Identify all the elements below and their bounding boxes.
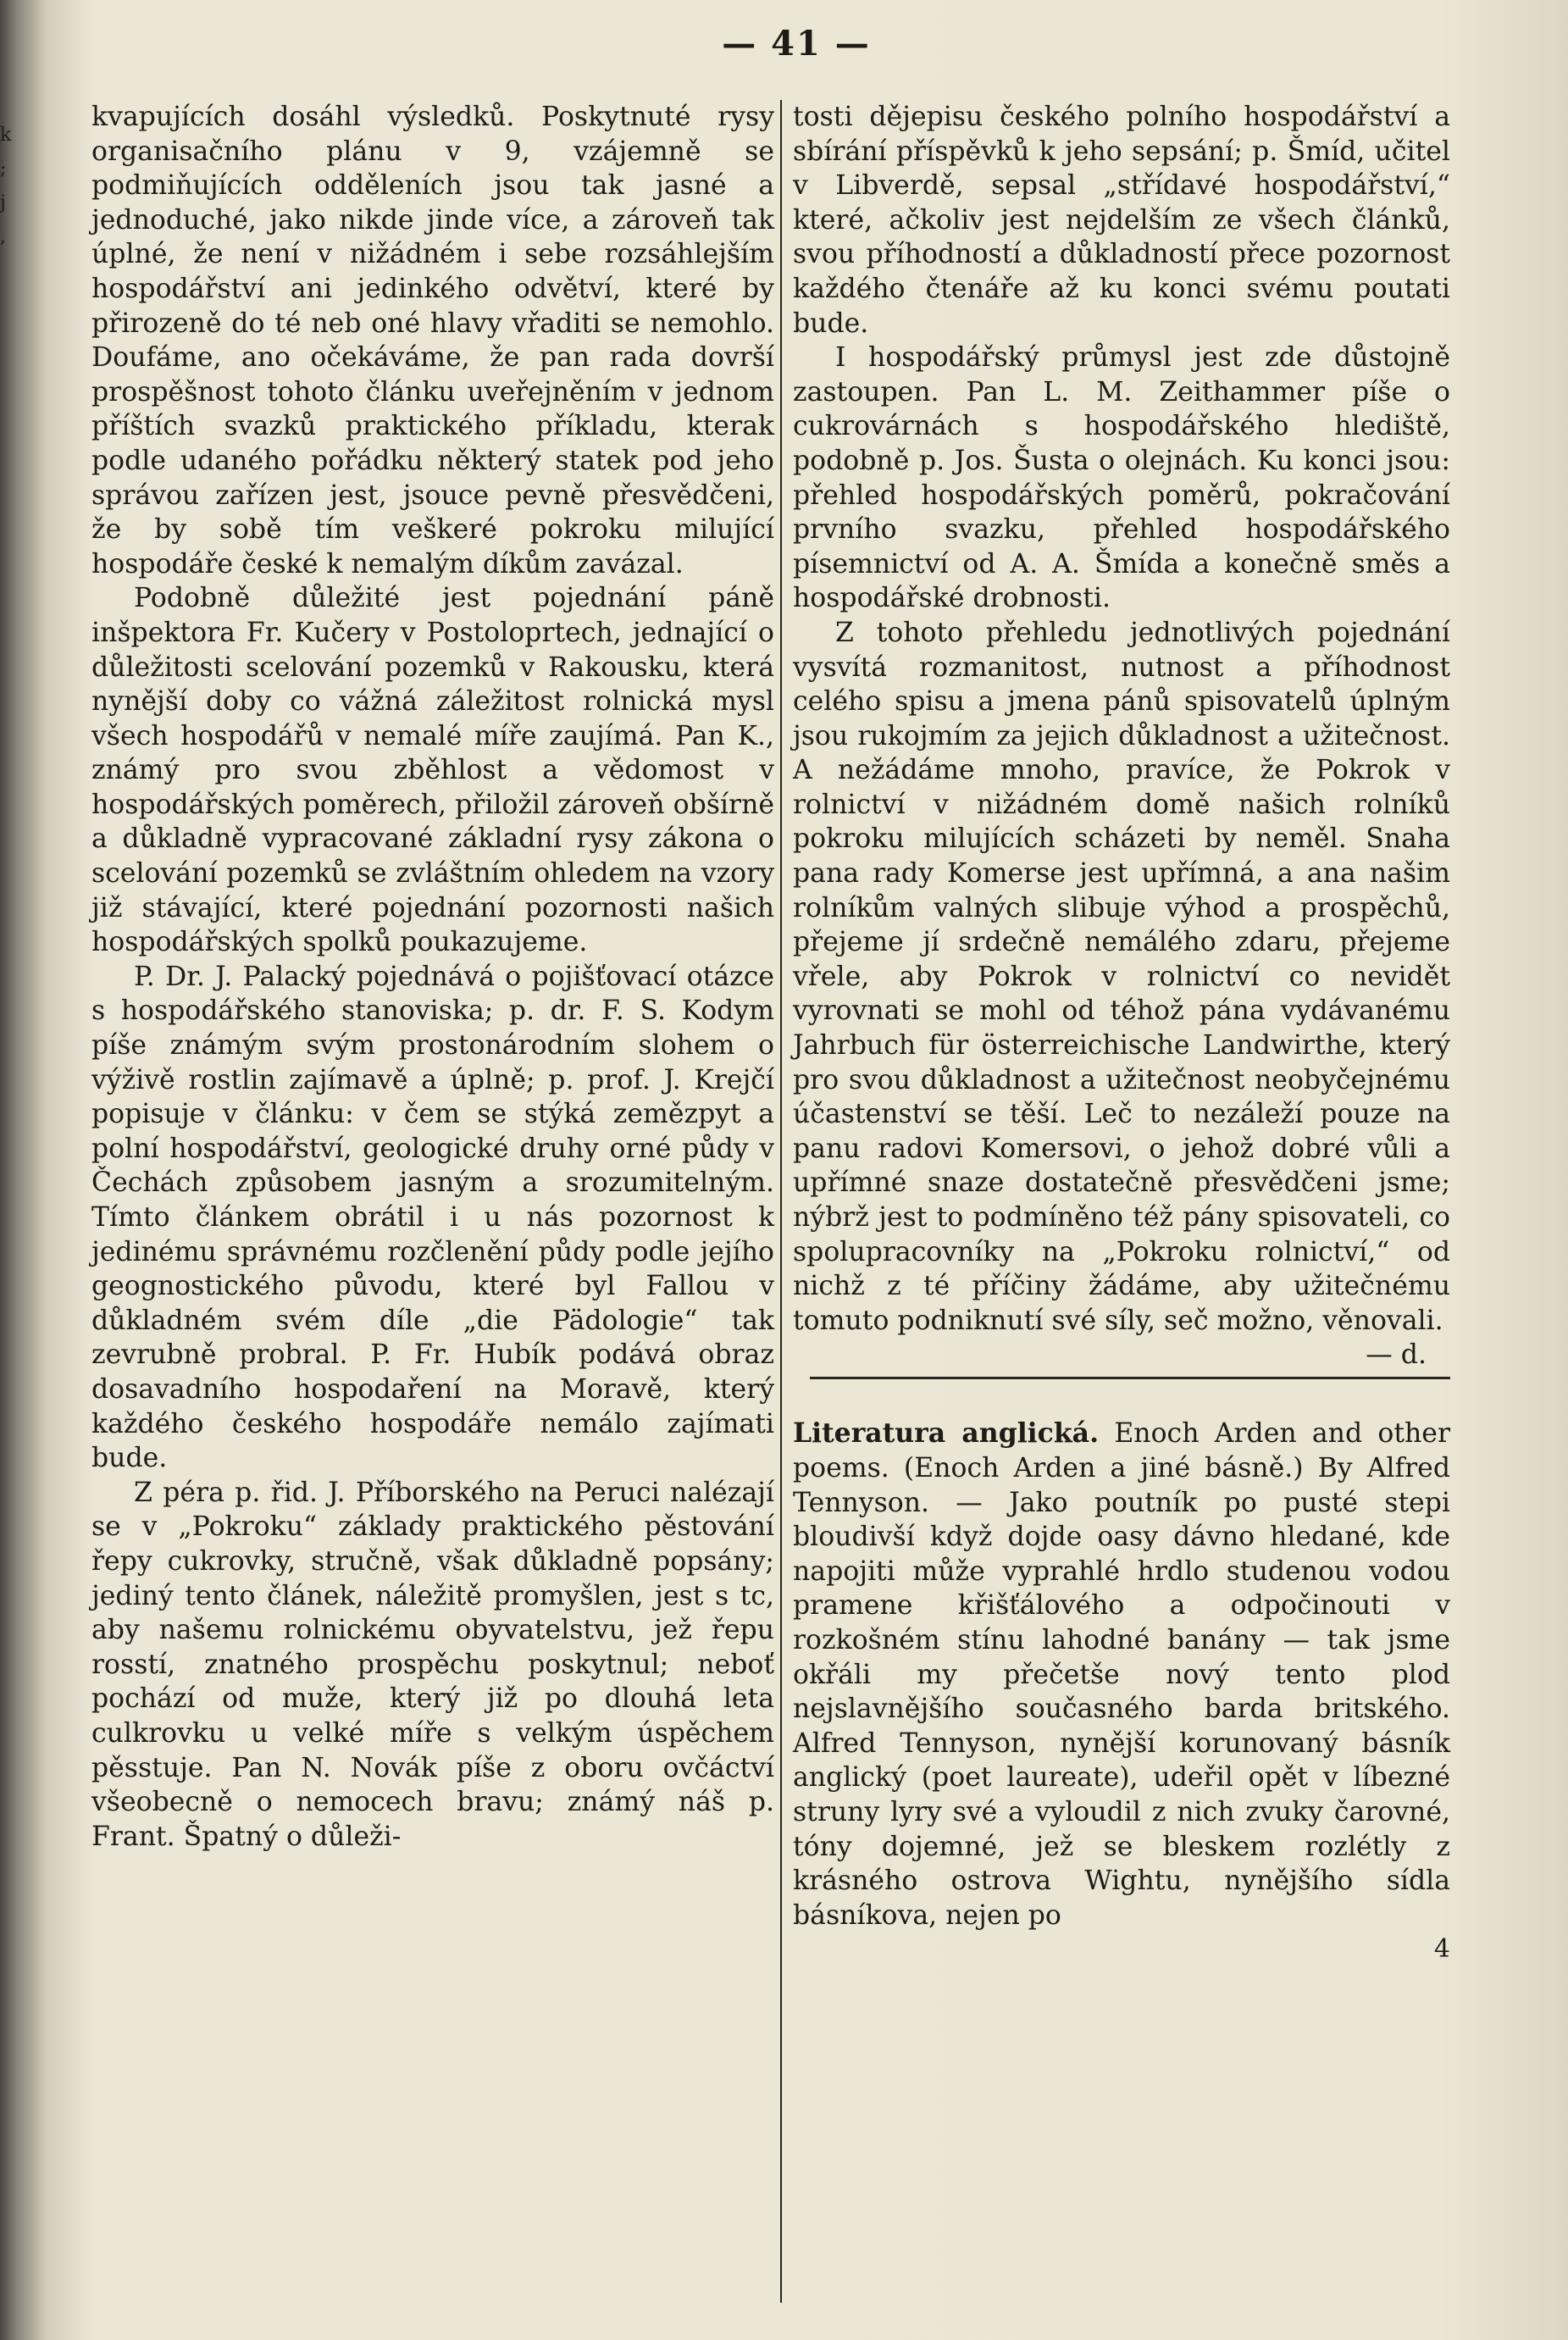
paragraph: Podobně důležité jest pojednání páně inšpektora Fr. Kučery v Postoloprtech, jednající o důležitosti scelování pozemků v Rakousku, která nynější doby co vážná záležitost rolnická mysl všech hospodářů v nemalé míře zaujímá. Pan K., známý pro svou zběhlost a vědomost v hospodářských poměrech, přiložil zároveň obšírně a důkladně vypracované základní rysy zákona o scelování pozemků se zvláštním ohledem na vzory již stávající, které pojednání pozornosti našich hospodářských spolků poukazujeme.	[91, 583, 774, 958]
paragraph: I hospodářský průmysl jest zde důstojně zastoupen. Pan L. M. Zeithammer píše o cukrovárnách s hospodářského hlediště, podobně p. Jos. Šusta o olejnách. Ku konci jsou: přehled hospodářských poměrů, pokračování prvního svazku, přehled hospodářského písemnictví od A. A. Šmída a konečně směs a hospodářské drobnosti.	[793, 342, 1450, 614]
paragraph: kvapujících dosáhl výsledků. Poskytnuté rysy organisačního plánu v 9, vzájemně se podmiňujících odděleních jsou tak jasné a jednoduché, jako nikde jinde více, a zároveň tak úplné, že není v nižádném i sebe rozsáhlejším hospodářství ani jedinkého odvětví, které by přirozeně do té neb oné hlavy vřaditi se nemohlo. Doufáme, ano očekáváme, že pan rada dovrší prospěšnost tohoto článku uveřejněním v jednom příštích svazků praktického příkladu, kterak podle udaného pořádku některý statek pod jeho správou zařízen jest, jsouce pevně přesvědčeni, že by sobě tím veškeré pokroku milující hospodáře české k nemalým díkům zavázal.	[91, 102, 774, 579]
right-column	[793, 100, 1450, 1967]
left-column	[91, 100, 774, 1854]
literature-text: Enoch Arden and other poems. (Enoch Arden a jiné básně.) By Alfred Tennyson. — Jako poutník po pusté stepi bloudivší když dojde oasy dávno hledané, kde napojiti může vyprahlé hrdlo studenou vodou pramene křišťálového a odpočinouti v rozkošném stínu lahodné banány — tak jsme okřáli my přečetše nový tento plod nejslavnějšího současného barda britského. Alfred Tennyson, nynější korunovaný básník anglický (poet laureate), udeřil opět v líbezné struny lyry své a vyloudil z nich zvuky čarovné, tóny dojemné, jež se bleskem rozlétly z krásného ostrova Wightu, nynějšího sídla básníkova, nejen po	[793, 1418, 1450, 1931]
section-divider	[810, 1377, 1450, 1379]
page-number: — 41 —	[722, 24, 871, 64]
paragraph: tosti dějepisu českého polního hospodářství a sbírání příspěvků k jeho sepsání; p. Šmíd, učitel v Libverdě, sepsal „střídavé hospodářství,“ které, ačkoliv jest nejdelším ze všech článků, svou příhodností a důkladností přece pozornost každého čtenáře až ku konci svému poutati bude.	[793, 102, 1450, 339]
section-heading: Literatura anglická.	[793, 1417, 1100, 1450]
paragraph: Z péra p. řid. J. Příborského na Peruci nalézají se v „Pokroku“ základy praktického pěstování řepy cukrovky, stručně, však důkladně popsány; jediný tento článek, náležitě promyšlen, jest s tc, aby našemu rolnickému obyvatelstvu, jež řepu rosstí, znatného prospěchu poskytnul; neboť pochází od muže, který již po dlouhá leta culkrovku u velké míře s velkým úspěchem pěsstuje. Pan N. Novák píše z oboru ovčáctví všeobecně o nemocech bravu; známý náš p. Frant. Špatný o důleži-	[91, 1477, 774, 1852]
paragraph: Z tohoto přehledu jednotlivých pojednání vysvítá rozmanitost, nutnost a příhodnost celého spisu a jmena pánů spisovatelů úplným jsou rukojmím za jejich důkladnost a užitečnost. A nežádáme mnoho, pravíce, že Pokrok v rolnictví v nižádném domě našich rolníků pokroku milujících scházeti by neměl. Snaha pana rady Komerse jest upřímná, a ana našim rolníkům valných slibuje výhod a prospěchů, přejeme jí srdečně nemálého zdaru, přejeme vřele, aby Pokrok v rolnictví co nevidět vyrovnati se mohl od téhož pána vydávanému Jahrbuch für österreichische Landwirthe, který pro svou důkladnost a užitečnost neobyčejnému účastenství se těší. Leč to nezáleží pouze na panu radovi Komersovi, o jehož dobré vůli a upřímné snaze dostatečně přesvědčeni jsme; nýbrž jest to podmíněno též pány spisovateli, co spolupracovníky na „Pokroku rolnictví,“ od nichž z té příčiny žádáme, aby užitečnému tomuto podniknutí své síly, seč možno, věnovali.	[793, 617, 1450, 1336]
author-signature: — d.	[1366, 1339, 1427, 1371]
spine-marks: k ; j ,	[0, 125, 12, 247]
literature-entry	[793, 1417, 1450, 1932]
column-rule	[780, 100, 782, 2303]
paragraph: P. Dr. J. Palacký pojednává o pojišťovací otázce s hospodářského stanoviska; p. dr. F. S. Kodym píše známým svým prostonárodním slohem o výživě rostlin zajímavě a úplně; p. prof. J. Krejčí popisuje v článku: v čem se stýká zemězpyt a polní hospodářství, geologické druhy orné půdy v Čechách způsobem jasným a srozumitelným. Tímto článkem obrátil i u nás pozornost k jedinému správnému rozčlenění půdy podle jejího geognostického původu, které byl Fallou v důkladném svém díle „die Pädologie“ tak zevrubně probral. P. Fr. Hubík podává obraz dosavadního hospodaření na Moravě, který každého českého hospodáře nemálo zajímati bude.	[91, 961, 774, 1474]
sheet-signature: 4	[1433, 1934, 1450, 1965]
